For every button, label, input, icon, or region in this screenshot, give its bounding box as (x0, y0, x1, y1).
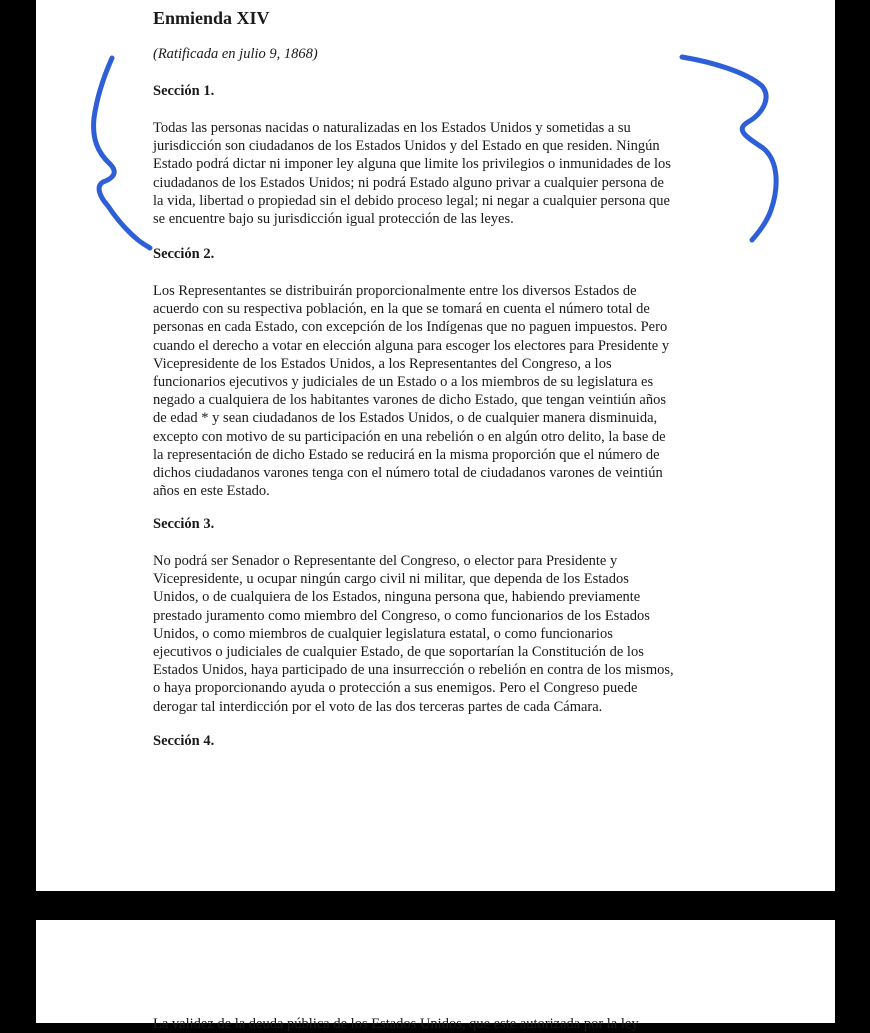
text-line: Unidos, o como miembros de cualquier legislatura estatal, o como funcionarios (153, 625, 613, 642)
text-line: Estados Unidos, haya participado de una insurrección o rebelión en contra de los mismos, (153, 662, 674, 679)
text-line: cuando el derecho a votar en elección alguna para escoger los electores para Presidente y (153, 337, 670, 354)
document-page-2 (36, 920, 835, 1032)
section-1-heading: Sección 1. (153, 83, 215, 99)
section-2-heading: Sección 2. (153, 246, 215, 262)
text-line: Vicepresidente, u ocupar ningún cargo civil ni militar, que dependa de los Estados (153, 571, 629, 588)
text-line: funcionarios ejecutivos y judiciales de un Estado o a los miembros de su legislatura es (153, 374, 654, 391)
amendment-title: Enmienda XIV (153, 8, 270, 28)
text-line: o haya proporcionando ayuda o protección a sus enemigos. Pero el Congreso puede (153, 680, 638, 697)
section-4-heading: Sección 4. (153, 733, 215, 749)
text-line: ciudadanos de los Estados Unidos; ni podrá Estado alguno privar a cualquier persona de (153, 174, 664, 191)
text-line: Estado podrá dictar ni imponer ley alguna que limite los privilegios o inmunidades de los (153, 156, 671, 173)
text-line: dichos ciudadanos varones tenga con el número total de ciudadanos varones de veintiún (153, 465, 663, 482)
text-line: la vida, libertad o propiedad sin el debido proceso legal; ni negar a cualquier persona que (153, 192, 670, 209)
document-page-1 (36, 0, 835, 891)
text-line: derogar tal interdicción por el voto de las dos terceras partes de cada Cámara. (153, 698, 603, 715)
text-line: Vicepresidente de los Estados Unidos, a los Representantes del Congreso, a los (153, 355, 612, 372)
text-line: de edad * y sean ciudadanos de los Estados Unidos, o de cualquier manera disminuida, (153, 410, 658, 427)
text-line: excepto con motivo de su participación en una rebelión o en algún otro delito, la base de (153, 428, 666, 445)
text-line: acuerdo con su respectiva población, en la que se tomará en cuenta el número total de (153, 301, 650, 318)
page-2-first-line: La validez de la deuda pública de los Estados Unidos, que este autorizada por la ley (153, 1016, 639, 1032)
ratification-date: (Ratificada en julio 9, 1868) (153, 46, 318, 62)
text-line: Los Representantes se distribuirán proporcionalmente entre los diversos Estados de (153, 283, 637, 299)
text-line: la representación de dicho Estado se reducirá en la misma proporción que el número de (153, 446, 660, 463)
text-line: años en este Estado. (153, 483, 270, 500)
text-line: negado a cualquiera de los habitantes varones de dicho Estado, que tengan veintiún años (153, 392, 666, 409)
section-3-text (153, 552, 720, 716)
text-line: se encuentre bajo su jurisdicción igual protección de las leyes. (153, 211, 514, 228)
text-line: prestado juramento como miembro del Congreso, o como funcionarios de los Estados (153, 607, 650, 624)
section-3-heading: Sección 3. (153, 516, 215, 532)
text-line: personas en cada Estado, con excepción de los Indígenas que no paguen impuestos. Pero (153, 319, 668, 336)
section-2-text (153, 282, 720, 500)
text-line: Unidos, o de cualquiera de los Estados, ninguna persona que, habiendo previamente (153, 589, 641, 606)
text-line: Todas las personas nacidas o naturalizadas en los Estados Unidos y sometidas a su (153, 120, 631, 136)
section-1-text (153, 119, 720, 228)
text-line: ejecutivos o judiciales de cualquier Estado, de que soportarían la Constitución de los (153, 644, 644, 661)
text-line: jurisdicción son ciudadanos de los Estados Unidos y del Estado en que residen. Ningún (153, 138, 660, 155)
text-line: No podrá ser Senador o Representante del Congreso, o elector para Presidente y (153, 553, 618, 569)
